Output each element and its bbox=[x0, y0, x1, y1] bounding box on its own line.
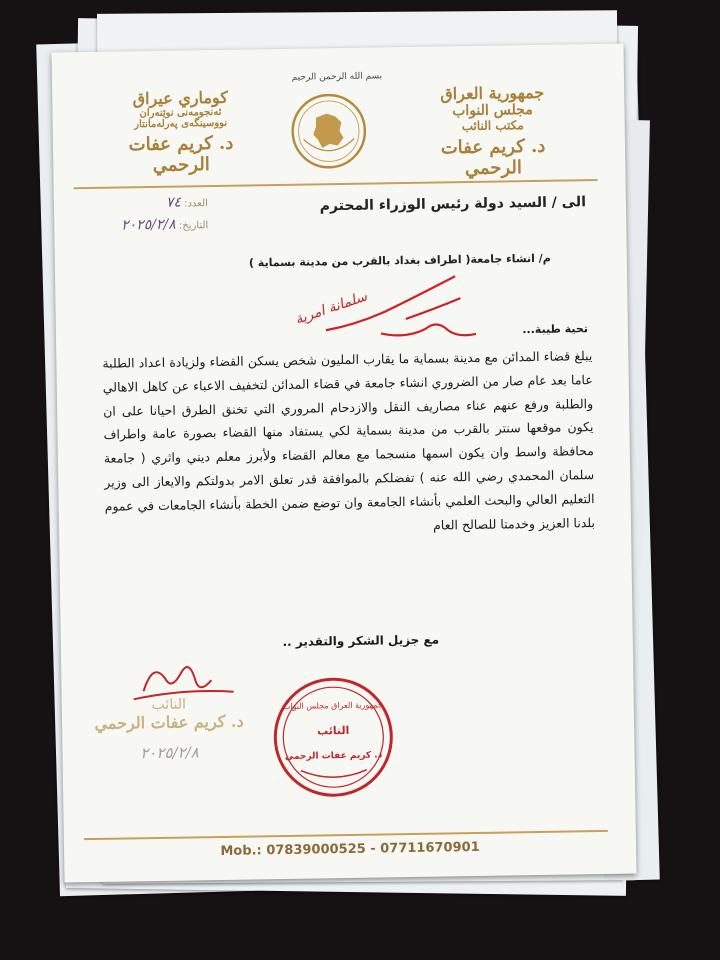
subject-line: م/ انشاء جامعة( اطراف بغداد بالقرب من مدينة بسماية ) bbox=[248, 251, 551, 270]
stamp-top-text: جمهورية العراق مجلس النواب bbox=[282, 700, 383, 711]
reference-number bbox=[88, 192, 208, 216]
annotation-text: سلمانة امرية bbox=[292, 288, 370, 328]
official-seal-stamp bbox=[269, 673, 397, 801]
letterhead-line: نووسینگەی پەرلەمانتار bbox=[134, 117, 228, 131]
closing-line: مع جزيل الشكر والتقدير .. bbox=[282, 632, 440, 649]
number-value: ٧٤ bbox=[165, 194, 182, 211]
header-divider bbox=[74, 179, 598, 189]
reference-date bbox=[88, 214, 208, 238]
letterhead-line: كوماري عيراق bbox=[132, 87, 228, 109]
letterhead-arabic bbox=[412, 82, 573, 180]
basmala: بسم الله الرحمن الرحيم bbox=[291, 71, 383, 83]
greeting: تحية طيبة... bbox=[522, 322, 589, 337]
letterhead-line: ئەنجومەنی نوێنەران bbox=[139, 106, 222, 120]
letterhead-name: د. كريم عفات الرحمي bbox=[128, 132, 234, 176]
letterhead-name: د. كريم عفات الرحمي bbox=[440, 135, 546, 180]
recipient-line: الى / السيد دولة رئيس الوزراء المحترم bbox=[319, 194, 587, 215]
date-label: التاريخ: bbox=[178, 220, 209, 232]
letterhead-line: جمهورية العراق bbox=[440, 82, 545, 104]
signature-date: ٢٠٢٥/٢/٨ bbox=[140, 743, 199, 763]
handwritten-signature bbox=[123, 650, 244, 712]
iraq-parliament-emblem-icon bbox=[289, 92, 368, 171]
reference-block bbox=[88, 192, 209, 238]
number-label: العدد: bbox=[184, 198, 208, 210]
signature-name: د. كريم عفات الرحمي bbox=[94, 711, 244, 733]
footer-phone-numbers: Mob.: 07839000525 - 07711670901 bbox=[220, 839, 480, 859]
stamp-middle-text: النائب bbox=[316, 723, 350, 738]
letterhead-kurdish bbox=[100, 87, 261, 177]
stamp-bottom-text: د. كريم عفات الرحمي bbox=[284, 750, 383, 762]
date-value: ٢٠٢٥/٢/٨ bbox=[121, 216, 176, 234]
signature-block bbox=[83, 649, 255, 763]
letterhead-line: مكتب النائب bbox=[461, 118, 524, 134]
letter-body: يبلغ قضاء المدائن مع مدينة بسماية ما يقارب المليون شخص يسكن القضاء ولزيادة اعداد الطلبة عاما بعد عام صار من الضروري انشاء جامعة في قضاء المدائن لتخفيف الاعباء عن كاهل الاهالي والطلبة ورفع عنهم عناء مصاريف النقل والازدحام المروري التي تخنق الطرق احيانا على ان يكون موقعها سنتر بالقرب من مدينة بسماية لكي يستفاد منها القضاء بصورة عامة واطراف محافظة واسط وان يكون اسمها منسجما مع معالم القضاء ولأبرز معلم ديني واثري ( جامعة سلمان المحمدي رضي الله عنه ) تفضلكم بالموافقة قدر تعلق الامر بدولتكم والايعاز الى وزير التعليم العالي والبحث العلمي بأنشاء الجامعة وان توضع ضمن الخطة بأنشاء الجامعات في عموم بلدنا العزيز وخدمتا للصالح العام bbox=[102, 348, 596, 533]
letterhead-line: مجلس النواب bbox=[452, 101, 533, 120]
signature-title: النائب bbox=[151, 696, 187, 714]
official-letter bbox=[52, 44, 637, 883]
